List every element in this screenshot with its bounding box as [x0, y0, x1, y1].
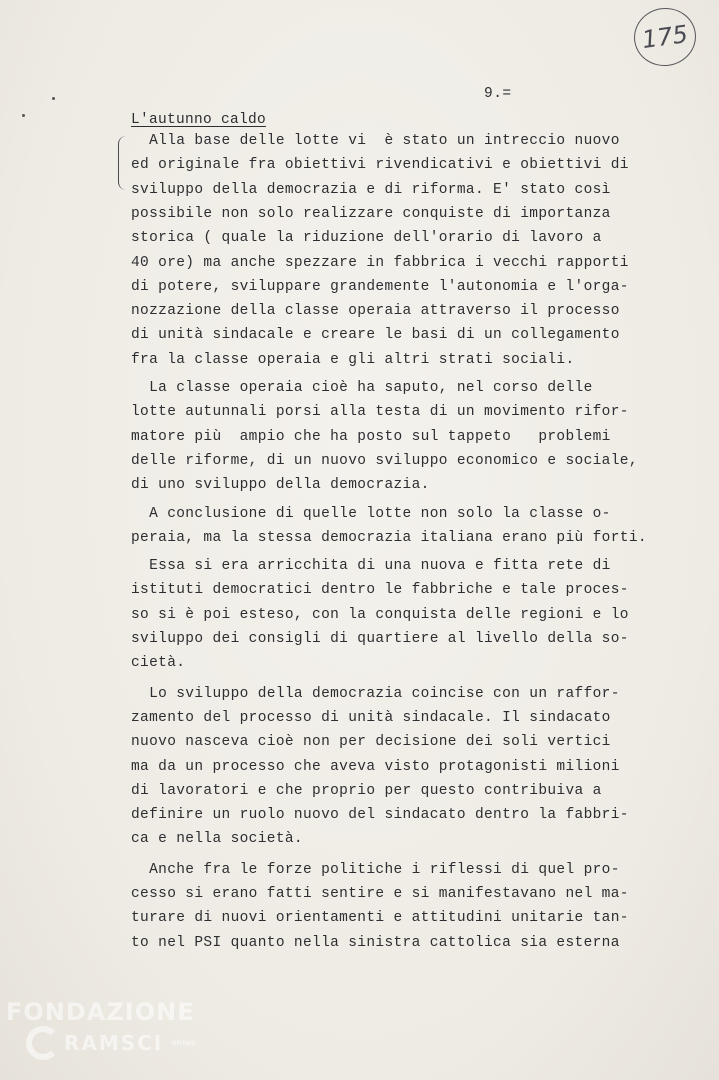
text-line: turare di nuovi orientamenti e attitudini unitarie tan-: [131, 910, 629, 927]
text-line: cesso si erano fatti sentire e si manifestavano nel ma-: [131, 886, 629, 902]
text-line: di lavoratori e che proprio per questo contribuiva a: [131, 782, 602, 799]
text-line: nozzazione della classe operaia attraverso il processo: [131, 303, 620, 320]
text-line: Lo sviluppo della democrazia coincise con un raffor-: [131, 685, 620, 702]
text-line: di uno sviluppo della democrazia.: [131, 477, 430, 494]
text-line: sviluppo della democrazia e di riforma. E' stato così: [131, 181, 611, 198]
text-line: lotte autunnali porsi alla testa di un movimento rifor-: [131, 404, 629, 421]
margin-bracket: [118, 136, 129, 190]
watermark-small: onlus: [171, 1038, 196, 1047]
text-line: matore più ampio che ha posto sul tappeto problemi: [131, 428, 611, 445]
text-line: 40 ore) ma anche spezzare in fabbrica i vecchi rapporti: [131, 254, 629, 271]
text-line: La classe operaia cioè ha saputo, nel corso delle: [131, 380, 593, 396]
watermark-line1: FONDAZIONE: [6, 998, 195, 1026]
text-line: sviluppo dei consigli di quartiere al livello della so-: [131, 631, 629, 647]
text-line: fra la classe operaia e gli altri strati sociali.: [131, 351, 575, 368]
text-line: so si è poi esteso, con la conquista delle regioni e lo: [131, 606, 629, 623]
text-line: di potere, sviluppare grandemente l'autonomia e l'orga-: [131, 278, 629, 295]
margin-mark: [22, 114, 25, 117]
text-line: cietà.: [131, 655, 186, 672]
text-line: ma da un processo che aveva visto protagonisti milioni: [131, 758, 620, 775]
text-line: definire un ruolo nuovo del sindacato dentro la fabbri-: [131, 807, 629, 824]
text-line: storica ( quale la riduzione dell'orario di lavoro a: [131, 230, 602, 247]
watermark-line2: RAMSCI: [64, 1031, 164, 1055]
text-line: di unità sindacale e creare le basi di un collegamento: [131, 327, 620, 344]
margin-mark: [52, 97, 55, 100]
text-line: istituti democratici dentro le fabbriche e tale proces-: [131, 582, 629, 599]
text-line: ed originale fra obiettivi rivendicativi e obiettivi di: [131, 157, 629, 174]
archive-number: 175: [640, 19, 690, 55]
text-line: possibile non solo realizzare conquiste di importanza: [131, 205, 611, 222]
text-line: Essa si era arricchita di una nuova e fitta rete di: [131, 558, 611, 575]
text-line: to nel PSI quanto nella sinistra cattolica sia esterna: [131, 934, 620, 951]
text-line: ca e nella società.: [131, 831, 303, 848]
text-line: Alla base delle lotte vi è stato un intreccio nuovo: [131, 133, 620, 149]
page-number: 9.=: [484, 86, 512, 102]
text-line: A conclusione di quelle lotte non solo la classe o-: [131, 505, 611, 522]
watermark-g-icon: [26, 1026, 60, 1060]
section-heading: L'autunno caldo: [131, 112, 267, 128]
text-line: delle riforme, di un nuovo sviluppo economico e sociale,: [131, 452, 638, 469]
watermark: [6, 1000, 196, 1060]
text-line: peraia, ma la stessa democrazia italiana erano più forti.: [131, 529, 647, 546]
text-line: Anche fra le forze politiche i riflessi di quel pro-: [131, 861, 620, 878]
text-line: nuovo nasceva cioè non per decisione dei soli vertici: [131, 734, 611, 751]
text-line: zamento del processo di unità sindacale. Il sindacato: [131, 709, 611, 726]
